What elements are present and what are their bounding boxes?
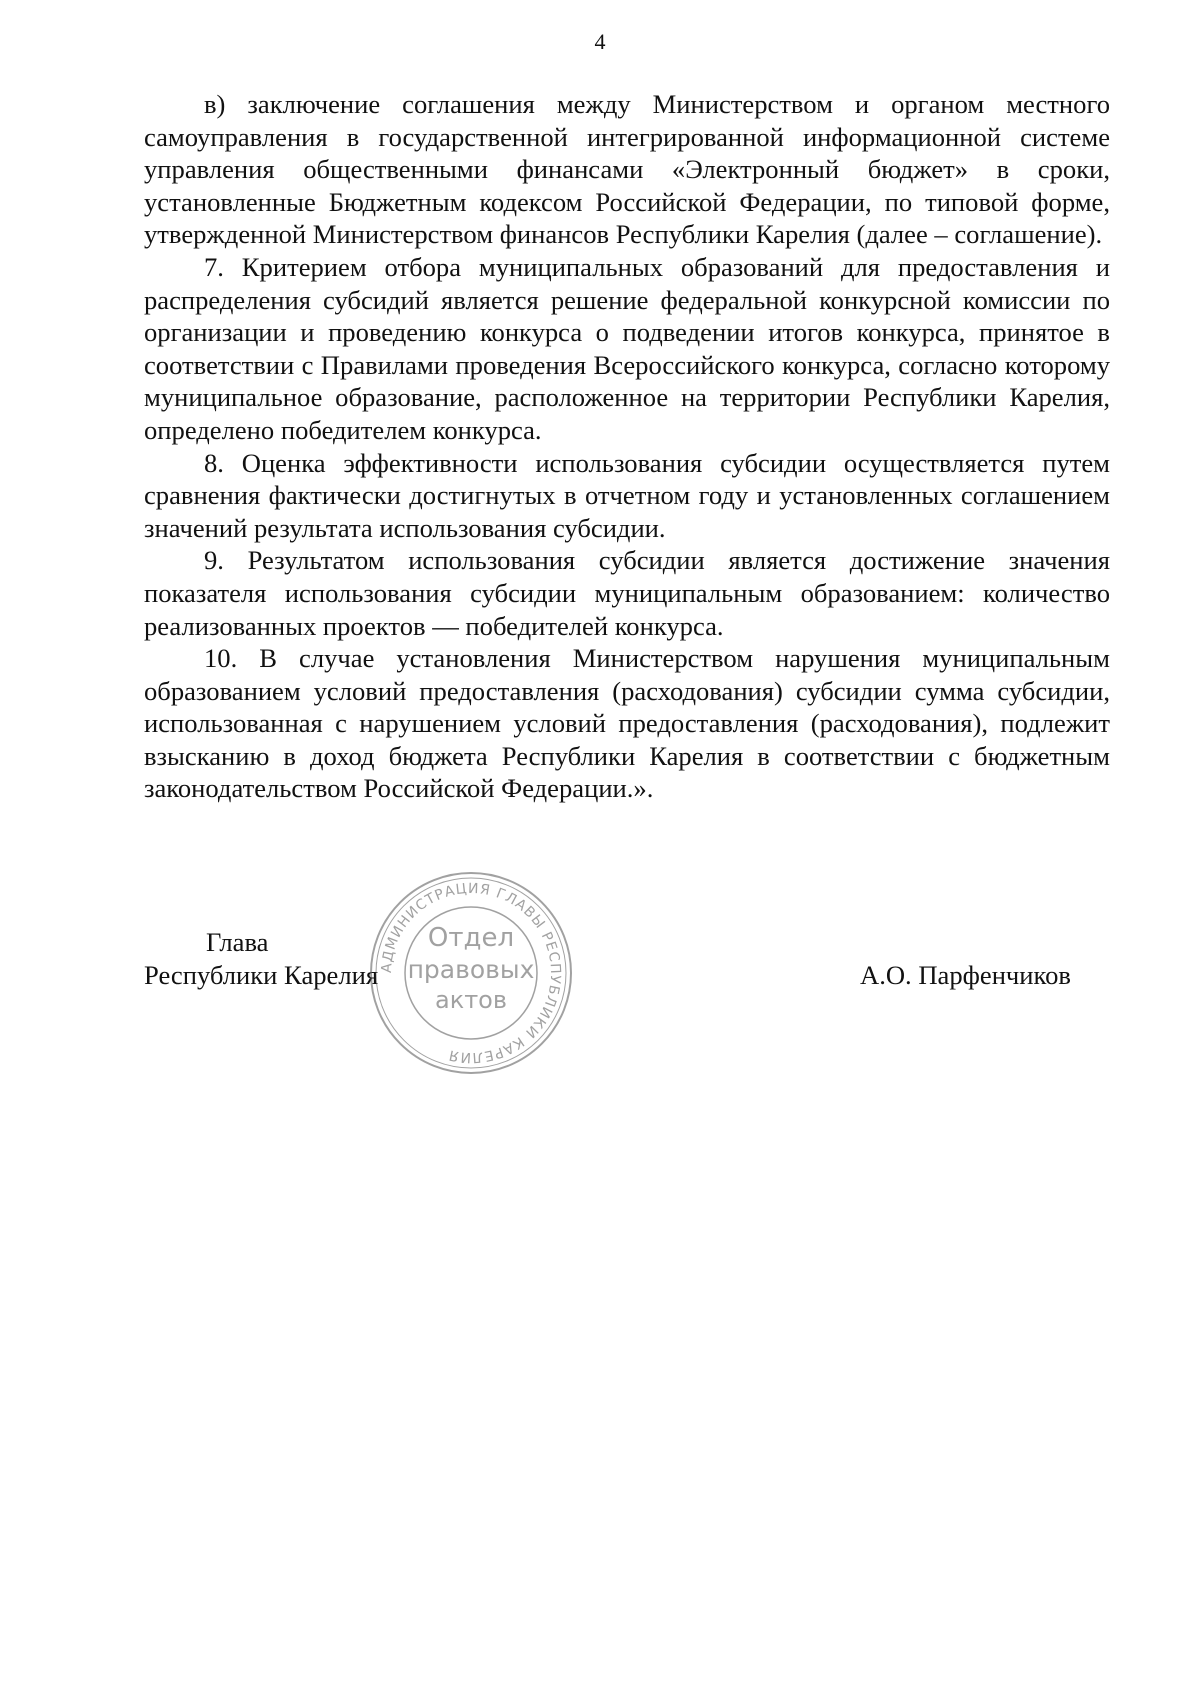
paragraph-8: 8. Оценка эффективности использования субсидии осуществляется путем сравнения фактически достигнутых в отчетном году и установленных соглашением значений результата использования субсидии.	[144, 447, 1110, 543]
signatory-title-line1: Глава	[206, 927, 269, 957]
signatory-title-line2: Республики Карелия	[144, 960, 379, 990]
signatory-title	[144, 926, 378, 992]
stamp-line2: правовых	[407, 955, 535, 984]
stamp-line1: Отдел	[427, 923, 515, 953]
paragraph-10: 10. В случае установления Министерством нарушения муниципальным образованием условий предоставления (расходования) субсидии сумма субсидии, использованная с нарушением условий предоставления (расходования), подлежит взысканию в доход бюджета Республики Карелия в соответствии с бюджетным законодательством Российской Федерации.».	[144, 643, 1110, 804]
page-number: 4	[594, 29, 606, 54]
official-stamp	[366, 868, 576, 1078]
paragraph-7: 7. Критерием отбора муниципальных образований для предоставления и распределения субсидий является решение федеральной конкурсной комиссии по организации и проведению конкурса о подведении итогов конкурса, принятое в соответствии с Правилами проведения Всероссийского конкурса, согласно которому муниципальное образование, расположенное на территории Республики Карелия, определено победителем конкурса.	[144, 251, 1110, 445]
paragraph-subitem-v: в) заключение соглашения между Министерством и органом местного самоуправления в государственной интегрированной информационной системе управления общественными финансами «Электронный бюджет» в сроки, установленные Бюджетным кодексом Российской Федерации, по типовой форме, утвержденной Министерством финансов Республики Карелия (далее – соглашение).	[144, 89, 1110, 250]
signatory-name: А.О. Парфенчиков	[860, 960, 1071, 990]
paragraph-9: 9. Результатом использования субсидии является достижение значения показателя использования субсидии муниципальным образованием: количество реализованных проектов — победителей конкурса.	[144, 545, 1110, 641]
document-body	[144, 88, 1110, 805]
stamp-line3: актов	[434, 986, 508, 1014]
stamp-ring-textpath: АДМИНИСТРАЦИЯ ГЛАВЫ РЕСПУБЛИКИ КАРЕЛИЯ	[378, 880, 564, 1066]
